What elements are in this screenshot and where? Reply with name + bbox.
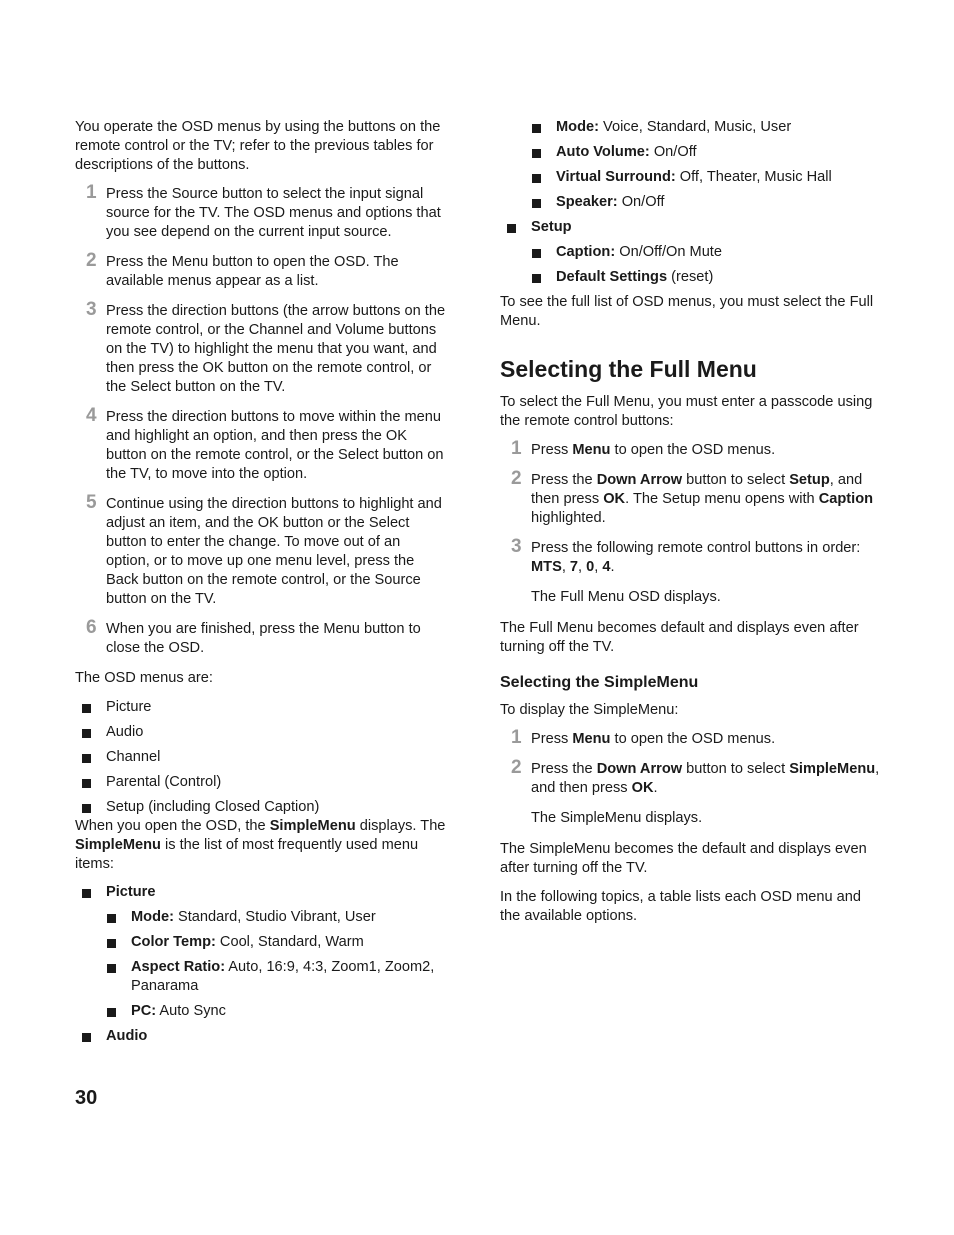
step-text: Continue using the direction buttons to highlight and adjust an item, and the OK button or the Select button to enter the change. To move out of an option, or to move up one menu level, press the Back button on the remote control, or the Source button on the TV.	[106, 496, 442, 607]
simplemenu-step-2: 2 Press the Down Arrow button to select SimpleMenu, and then press OK.	[511, 757, 880, 796]
list-item: PC: Auto Sync	[75, 1002, 447, 1021]
simplemenu-intro-text: To display the SimpleMenu:	[500, 702, 679, 718]
bullet-icon	[82, 804, 91, 813]
step-number: 1	[86, 182, 97, 203]
simplemenu-result: The SimpleMenu displays.	[531, 810, 703, 826]
left-column	[75, 118, 447, 1052]
bullet-icon	[532, 249, 541, 258]
step-2	[75, 250, 447, 291]
list-item: Setup (including Closed Caption)	[75, 798, 447, 817]
menu-setup: Setup	[500, 218, 880, 237]
bullet-icon	[82, 729, 91, 738]
bullet-icon	[82, 1033, 91, 1042]
bullet-icon	[82, 704, 91, 713]
page-number: 30	[75, 1087, 98, 1109]
bullet-icon	[507, 224, 516, 233]
bullet-icon	[82, 889, 91, 898]
list-item: Audio	[75, 723, 447, 742]
simplemenu-heading: Selecting the SimpleMenu	[500, 674, 699, 691]
bullet-icon	[82, 779, 91, 788]
full-menu-result: The Full Menu OSD displays.	[531, 589, 721, 605]
full-menu-intro: To select the Full Menu, you must enter a passcode using the remote control buttons:	[500, 394, 873, 429]
simplemenu-intro: When you open the OSD, the SimpleMenu displays. The SimpleMenu is the list of most frequently used menu items:	[75, 818, 446, 872]
bullet-icon	[107, 1008, 116, 1017]
list-item: Color Temp: Cool, Standard, Warm	[75, 933, 447, 952]
step-number: 3	[86, 299, 97, 320]
step-4	[75, 405, 447, 484]
bullet-icon	[532, 199, 541, 208]
list-item: Speaker: On/Off	[500, 193, 880, 212]
list-item: Channel	[75, 748, 447, 767]
step-number: 3	[511, 536, 522, 557]
step-text: Press the Source button to select the input signal source for the TV. The OSD menus and options that you see depend on the current input source.	[106, 186, 441, 240]
list-item: Aspect Ratio: Auto, 16:9, 4:3, Zoom1, Zoom2, Panarama	[75, 958, 447, 996]
full-list-note: To see the full list of OSD menus, you must select the Full Menu.	[500, 294, 874, 329]
bullet-icon	[107, 939, 116, 948]
step-number: 6	[86, 617, 97, 638]
full-menu-note: The Full Menu becomes default and displays even after turning off the TV.	[500, 620, 859, 655]
list-item: Default Settings (reset)	[500, 268, 880, 287]
step-text: Press the Menu button to open the OSD. The available menus appear as a list.	[106, 254, 399, 289]
step-text: Press the direction buttons (the arrow buttons on the remote control, or the Channel and Volume buttons on the TV) to highlight the menu that you want, and then press the OK button on the remote control, or the Select button on the TV.	[106, 303, 446, 395]
step-text: Press the direction buttons to move within the menu and highlight an option, and then press the OK button on the remote control, or the Select button on the TV, to move into the option.	[106, 409, 444, 482]
menu-audio: Audio	[75, 1027, 447, 1046]
menus-intro: The OSD menus are:	[75, 670, 213, 686]
step-6	[75, 617, 447, 658]
list-item: Mode: Voice, Standard, Music, User	[500, 118, 880, 137]
step-number: 2	[511, 757, 522, 778]
full-menu-step-1: 1 Press Menu to open the OSD menus.	[511, 438, 776, 459]
step-number: 1	[511, 438, 522, 459]
step-number: 2	[86, 250, 97, 271]
full-menu-heading: Selecting the Full Menu	[500, 356, 757, 382]
bullet-icon	[532, 124, 541, 133]
step-1	[75, 182, 447, 242]
full-menu-step-2: 2 Press the Down Arrow button to select Setup, and then press OK. The Setup menu opens with Caption highlighted.	[511, 468, 874, 526]
full-menu-step-3: 3 Press the following remote control buttons in order: MTS, 7, 0, 4.	[511, 536, 861, 575]
closing-paragraph: In the following topics, a table lists each OSD menu and the available options.	[500, 889, 861, 924]
list-item: Virtual Surround: Off, Theater, Music Hall	[500, 168, 880, 187]
step-number: 1	[511, 727, 522, 748]
step-3	[75, 299, 447, 397]
step-5	[75, 492, 447, 609]
step-text: When you are finished, press the Menu button to close the OSD.	[106, 621, 421, 656]
list-item: Picture	[75, 698, 447, 717]
right-column	[500, 118, 880, 936]
simplemenu-note: The SimpleMenu becomes the default and displays even after turning off the TV.	[500, 841, 867, 876]
bullet-icon	[532, 274, 541, 283]
bullet-icon	[82, 754, 91, 763]
list-item: Caption: On/Off/On Mute	[500, 243, 880, 262]
list-item: Auto Volume: On/Off	[500, 143, 880, 162]
menu-picture: Picture	[75, 883, 447, 902]
step-number: 2	[511, 468, 522, 489]
bullet-icon	[532, 174, 541, 183]
step-number: 5	[86, 492, 97, 513]
bullet-icon	[532, 149, 541, 158]
list-item: Mode: Standard, Studio Vibrant, User	[75, 908, 447, 927]
intro-paragraph: You operate the OSD menus by using the buttons on the remote control or the TV; refer to the previous tables for descriptions of the buttons.	[75, 119, 441, 173]
list-item: Parental (Control)	[75, 773, 447, 792]
bullet-icon	[107, 964, 116, 973]
bullet-icon	[107, 914, 116, 923]
simplemenu-step-1: 1 Press Menu to open the OSD menus.	[511, 727, 776, 748]
step-number: 4	[86, 405, 97, 426]
